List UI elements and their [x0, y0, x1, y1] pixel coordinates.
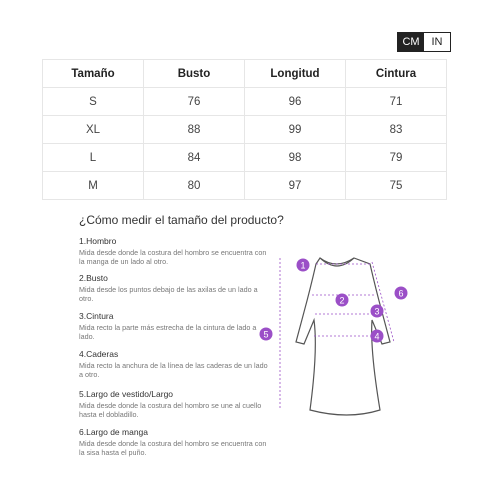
- instruction-length: [79, 389, 269, 419]
- svg-text:5: 5: [263, 329, 269, 340]
- instruction-desc: Mida desde los puntos debajo de las axilas de un lado a otro.: [79, 285, 258, 303]
- cell-size: S: [43, 88, 144, 116]
- cell-length: 98: [245, 144, 346, 172]
- unit-in-button[interactable]: IN: [424, 33, 450, 51]
- guide-title: ¿Cómo medir el tamaño del producto?: [79, 213, 284, 227]
- cell-length: 99: [245, 116, 346, 144]
- cell-waist: 79: [346, 144, 447, 172]
- cell-waist: 75: [346, 172, 447, 200]
- cell-bust: 80: [144, 172, 245, 200]
- instruction-shoulder: [79, 236, 269, 266]
- marker-6: [395, 287, 408, 300]
- table-row: [43, 88, 447, 116]
- table-header-row: [43, 60, 447, 88]
- svg-text:3: 3: [374, 306, 380, 317]
- instruction-desc: Mida recto la anchura de la línea de las caderas de un lado a otro.: [79, 361, 268, 379]
- instruction-title: 3.Cintura: [79, 311, 114, 321]
- header-size: Tamaño: [43, 60, 144, 88]
- instruction-desc: Mida recto la parte más estrecha de la cintura de lado a lado.: [79, 323, 257, 341]
- svg-text:4: 4: [374, 331, 380, 342]
- cell-size: M: [43, 172, 144, 200]
- header-length: Longitud: [245, 60, 346, 88]
- size-table: [42, 59, 447, 200]
- dress-neckline: [320, 258, 354, 266]
- svg-text:2: 2: [339, 295, 345, 306]
- cell-waist: 83: [346, 116, 447, 144]
- cell-waist: 71: [346, 88, 447, 116]
- svg-text:1: 1: [300, 260, 306, 271]
- instruction-title: 1.Hombro: [79, 236, 117, 246]
- marker-5: [260, 328, 273, 341]
- cell-bust: 84: [144, 144, 245, 172]
- instruction-title: 5.Largo de vestido/Largo: [79, 389, 174, 399]
- instruction-sleeve: [79, 427, 269, 457]
- marker-4: [371, 330, 384, 343]
- table-row: [43, 116, 447, 144]
- instruction-desc: Mida desde donde la costura del hombro se encuentra con la manga de un lado al otro.: [79, 248, 267, 266]
- cell-length: 97: [245, 172, 346, 200]
- svg-text:6: 6: [398, 288, 404, 299]
- unit-toggle: [397, 32, 451, 52]
- instruction-title: 4.Caderas: [79, 349, 119, 359]
- cell-bust: 76: [144, 88, 245, 116]
- table-row: [43, 144, 447, 172]
- instruction-waist: [79, 311, 269, 341]
- table-row: [43, 172, 447, 200]
- cell-length: 96: [245, 88, 346, 116]
- instruction-title: 6.Largo de manga: [79, 427, 148, 437]
- instruction-title: 2.Busto: [79, 273, 108, 283]
- cell-size: L: [43, 144, 144, 172]
- instruction-hips: [79, 349, 269, 379]
- cell-bust: 88: [144, 116, 245, 144]
- cell-size: XL: [43, 116, 144, 144]
- instruction-desc: Mida desde donde la costura del hombro se encuentra con la sisa hasta el puño.: [79, 439, 267, 457]
- instruction-desc: Mida desde donde la costura del hombro se une al cuello hasta el dobladillo.: [79, 401, 262, 419]
- marker-2: [336, 294, 349, 307]
- instruction-bust: [79, 273, 269, 303]
- header-waist: Cintura: [346, 60, 447, 88]
- marker-1: [297, 259, 310, 272]
- unit-cm-button[interactable]: CM: [398, 33, 424, 51]
- marker-3: [371, 305, 384, 318]
- dress-measurement-diagram: [258, 250, 428, 420]
- header-bust: Busto: [144, 60, 245, 88]
